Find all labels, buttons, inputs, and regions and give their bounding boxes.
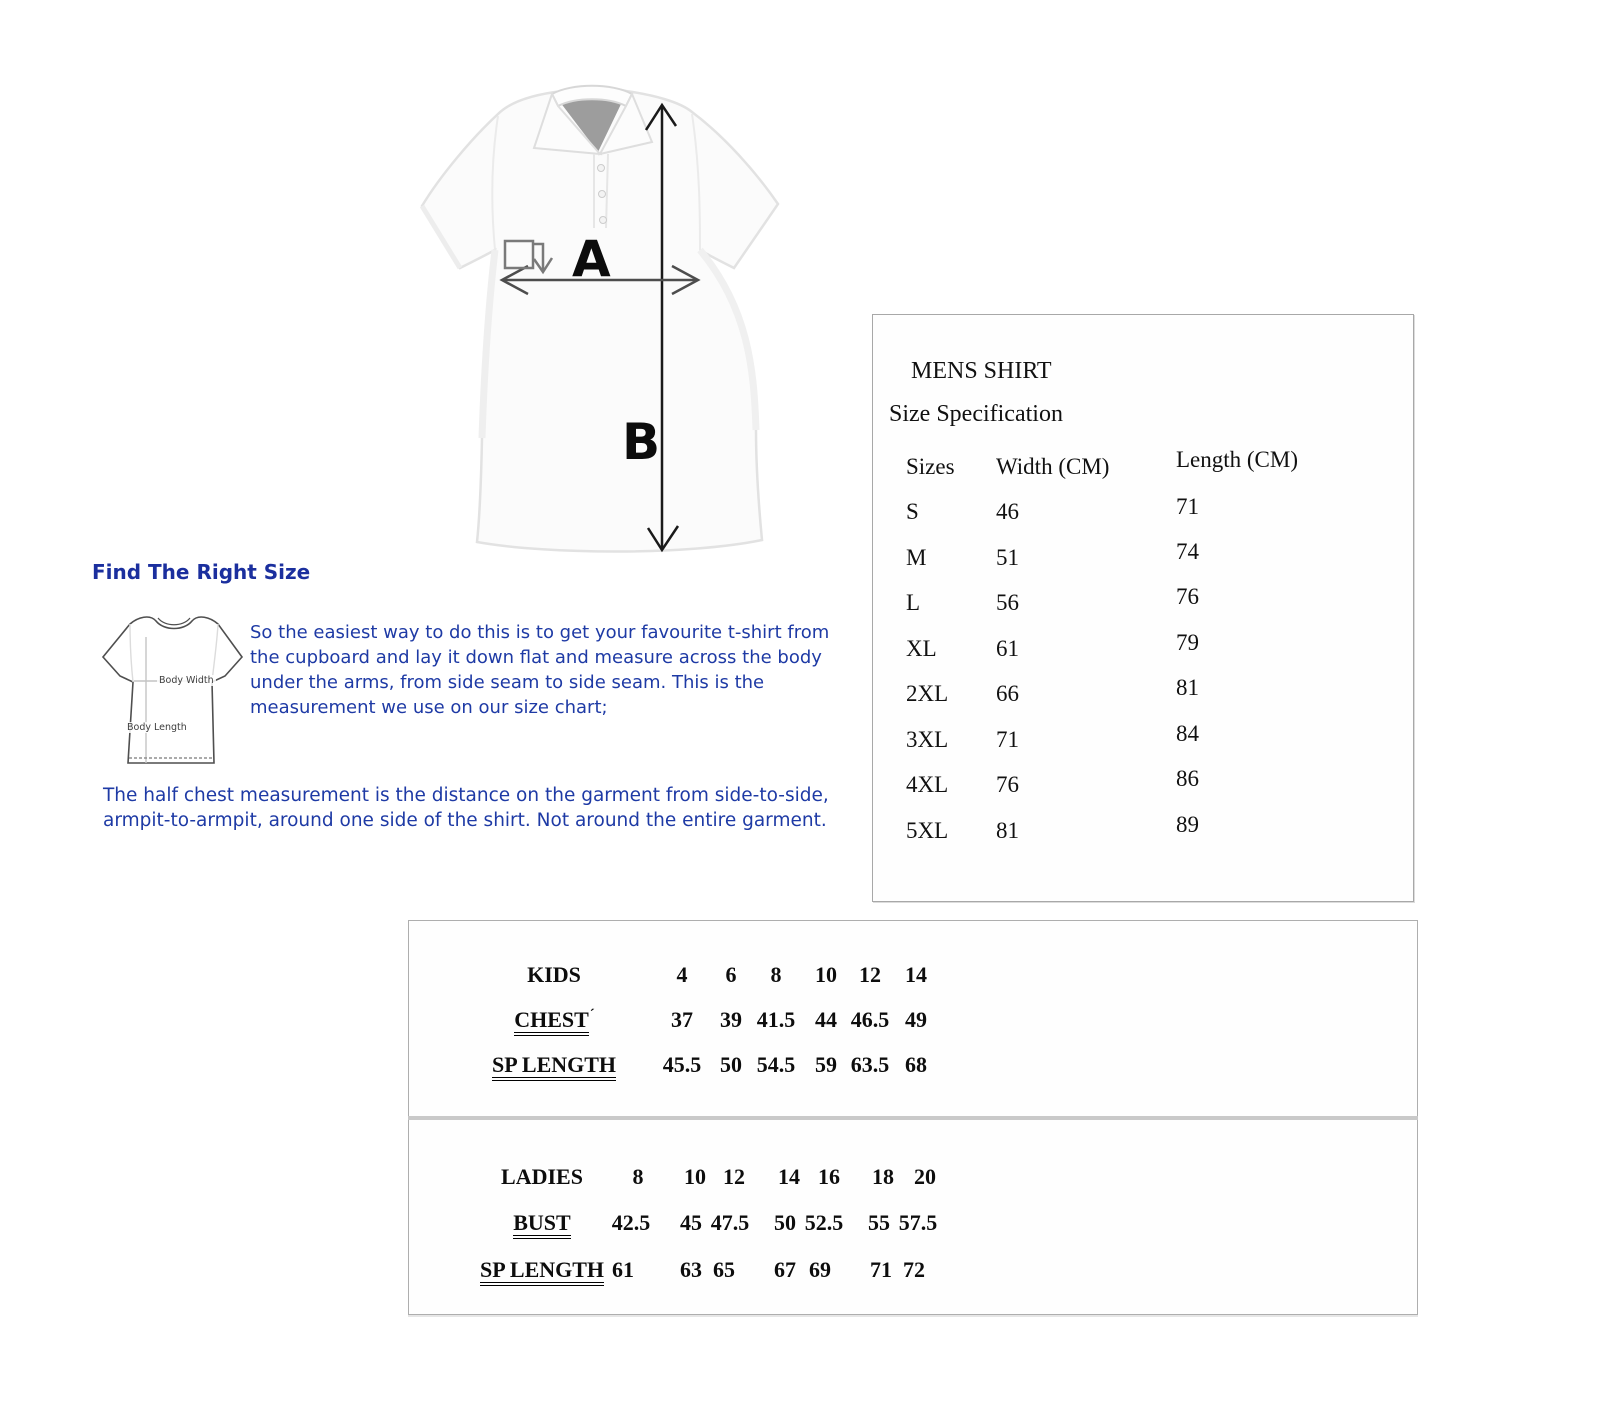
sp-length-value-cell: 63 — [680, 1257, 702, 1282]
ladies-size-cell: 10 — [684, 1164, 706, 1189]
kids-size-cell: 14 — [905, 962, 927, 987]
chest-label — [449, 1007, 659, 1033]
sp-length-value-cell: 69 — [809, 1257, 831, 1282]
sp-length-value-cell: 67 — [774, 1257, 796, 1282]
length-cell: 84 — [1176, 721, 1199, 746]
sp-length-value-cell: 61 — [612, 1257, 634, 1282]
neck-rib — [158, 618, 190, 625]
length-cell: 81 — [1176, 675, 1199, 700]
kids-size-cell: 6 — [725, 962, 737, 987]
half-chest-paragraph — [103, 783, 829, 833]
kids-size-cell: 4 — [676, 962, 688, 987]
kids-size-cell: 10 — [815, 962, 837, 987]
length-cell: 74 — [1176, 539, 1199, 564]
ladies-label: LADIES — [501, 1164, 583, 1189]
size-cell: 4XL — [906, 772, 949, 797]
paragraph-line: under the arms, from side seam to side seam. This is the — [250, 672, 765, 693]
kids-header-row — [409, 962, 1417, 994]
table-divider-line — [408, 1116, 1418, 1120]
width-cell: 61 — [996, 636, 1019, 661]
kids-label: KIDS — [527, 962, 581, 987]
ladies-header-row — [409, 1164, 1417, 1196]
body-length-label: Body Length — [127, 722, 187, 733]
tshirt-measure-diagram — [100, 613, 245, 778]
sp-length-value-cell: 68 — [905, 1052, 927, 1077]
chest-value-cell: 39 — [720, 1007, 742, 1032]
kids-ladies-size-table — [408, 920, 1418, 1315]
size-cell: 3XL — [906, 727, 949, 752]
bust-value-cell: 52.5 — [804, 1210, 844, 1235]
chest-tick-mark: ´ — [589, 1007, 595, 1023]
tshirt-body — [103, 617, 242, 763]
find-right-size-heading: Find The Right Size — [92, 560, 311, 584]
column-header-sizes: Sizes — [906, 454, 955, 479]
sp-length-label-text: SP LENGTH — [492, 1052, 616, 1081]
body-width-label: Body Width — [159, 675, 214, 686]
size-cell: XL — [906, 636, 937, 661]
width-cell: 46 — [996, 499, 1019, 524]
column-header-width: Width (CM) — [996, 454, 1110, 479]
size-cell: 5XL — [906, 818, 949, 843]
length-cell: 89 — [1176, 812, 1199, 837]
mens-shirt-size-table — [872, 314, 1414, 902]
paragraph-line: The half chest measurement is the distance on the garment from side-to-side, — [103, 785, 829, 806]
width-cell: 51 — [996, 545, 1019, 570]
column-header-length: Length (CM) — [1176, 447, 1299, 472]
kids-chest-row — [409, 1007, 1417, 1039]
chest-value-cell: 46.5 — [850, 1007, 890, 1032]
kids-size-cell: 12 — [859, 962, 881, 987]
kids-size-cell: 8 — [770, 962, 782, 987]
button — [599, 191, 606, 198]
chest-value-cell: 41.5 — [756, 1007, 796, 1032]
sp-length-value-cell: 71 — [870, 1257, 892, 1282]
sp-length-value-cell: 72 — [903, 1257, 925, 1282]
button — [598, 165, 605, 172]
bust-value-cell: 47.5 — [710, 1210, 750, 1235]
width-cell: 66 — [996, 681, 1019, 706]
sp-length-value-cell: 63.5 — [850, 1052, 890, 1077]
chest-value-cell: 37 — [671, 1007, 693, 1032]
sp-length-value-cell: 59 — [815, 1052, 837, 1077]
size-cell: M — [906, 545, 927, 570]
sp-length-label — [449, 1052, 659, 1078]
sp-length-value-cell: 54.5 — [756, 1052, 796, 1077]
length-cell: 79 — [1176, 630, 1199, 655]
size-cell: 2XL — [906, 681, 949, 706]
mens-table-title: MENS SHIRT — [911, 358, 1052, 384]
paragraph-line: So the easiest way to do this is to get your favourite t-shirt from — [250, 622, 830, 643]
ladies-size-cell: 16 — [818, 1164, 840, 1189]
bust-value-cell: 45 — [680, 1210, 702, 1235]
mens-table-subtitle: Size Specification — [889, 401, 1063, 427]
ladies-size-cell: 18 — [872, 1164, 894, 1189]
width-letter-a: A — [572, 230, 611, 288]
ladies-size-cell: 20 — [914, 1164, 936, 1189]
width-cell: 81 — [996, 818, 1019, 843]
bust-label-text: BUST — [513, 1210, 570, 1239]
button — [600, 217, 607, 224]
chest-label-text: CHEST — [514, 1007, 589, 1036]
sp-length-value-cell: 50 — [720, 1052, 742, 1077]
length-cell: 86 — [1176, 766, 1199, 791]
chest-value-cell: 49 — [905, 1007, 927, 1032]
measure-instructions-paragraph — [250, 620, 829, 720]
kids-sp-length-row — [409, 1052, 1417, 1084]
width-cell: 71 — [996, 727, 1019, 752]
polo-shirt-figure — [400, 78, 820, 558]
ladies-size-cell: 12 — [723, 1164, 745, 1189]
length-letter-b: B — [622, 413, 661, 471]
width-cell: 56 — [996, 590, 1019, 615]
paragraph-line: armpit-to-armpit, around one side of the shirt. Not around the entire garment. — [103, 810, 827, 831]
polo-body — [422, 87, 778, 551]
chest-value-cell: 44 — [815, 1007, 837, 1032]
sp-length-label-text: SP LENGTH — [480, 1257, 604, 1286]
length-cell: 71 — [1176, 494, 1199, 519]
ladies-size-cell: 14 — [778, 1164, 800, 1189]
size-cell: S — [906, 499, 919, 524]
ladies-bust-row — [409, 1210, 1417, 1242]
bust-value-cell: 50 — [774, 1210, 796, 1235]
tshirt-outline — [100, 613, 245, 778]
bust-value-cell: 57.5 — [898, 1210, 938, 1235]
bust-value-cell: 42.5 — [611, 1210, 651, 1235]
ladies-size-cell: 8 — [632, 1164, 644, 1189]
sp-length-value-cell: 65 — [713, 1257, 735, 1282]
sp-length-value-cell: 45.5 — [662, 1052, 702, 1077]
paragraph-line: measurement we use on our size chart; — [250, 697, 608, 718]
paragraph-line: the cupboard and lay it down flat and measure across the body — [250, 647, 822, 668]
polo-shirt-photo — [400, 78, 820, 558]
width-cell: 76 — [996, 772, 1019, 797]
size-cell: L — [906, 590, 921, 615]
ladies-sp-length-row — [409, 1257, 1417, 1289]
length-cell: 76 — [1176, 584, 1199, 609]
bust-value-cell: 55 — [868, 1210, 890, 1235]
